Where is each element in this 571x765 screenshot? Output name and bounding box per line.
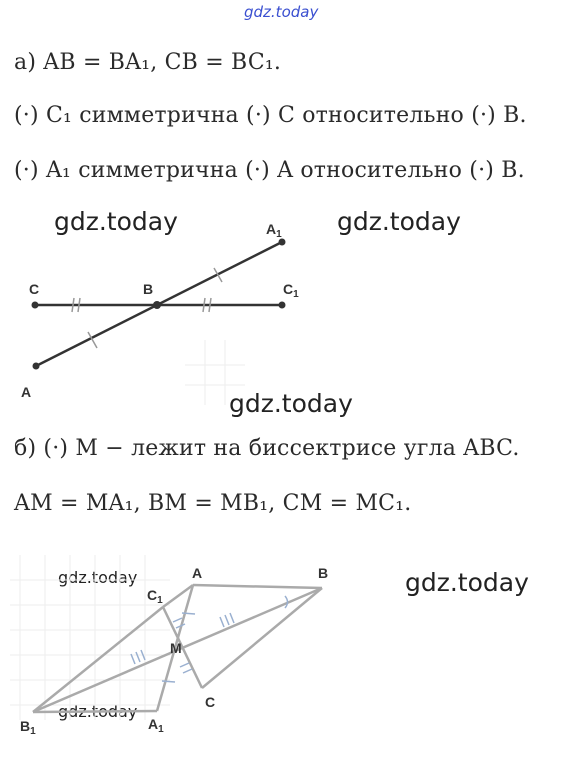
label-b: B — [143, 281, 154, 297]
watermark: gdz.today — [58, 702, 138, 721]
part-b-line1: б) (·) M − лежит на биссектрисе угла ABC. — [14, 436, 520, 461]
label-b1: $B_1$ — [20, 718, 36, 737]
label-c: C — [205, 694, 216, 710]
part-a-line1: а) AB = BA₁, CB = BC₁. — [14, 50, 282, 75]
grid-decoration — [10, 555, 170, 720]
label-c: C — [29, 281, 40, 297]
label-m: M — [170, 640, 182, 656]
watermark: gdz.today — [58, 568, 138, 587]
part-a-line2: (·) C₁ симметрична (·) C относительно (·) B. — [14, 103, 527, 128]
watermark: gdz.today — [405, 568, 529, 597]
watermark: gdz.today — [54, 207, 178, 236]
label-c1: $C_1$ — [147, 587, 163, 606]
label-b: B — [318, 565, 329, 581]
part-a-line3: (·) A₁ симметрична (·) A относительно (·) B. — [14, 158, 525, 183]
part-b-line2: AM = MA₁, BM = MB₁, CM = MC₁. — [14, 491, 412, 516]
label-c1: $C_1$ — [283, 281, 299, 300]
watermark: gdz.today — [337, 207, 461, 236]
label-a1: $A_1$ — [266, 221, 282, 240]
tick-marks — [131, 596, 288, 682]
label-a1: $A_1$ — [148, 716, 164, 735]
label-a: A — [21, 384, 32, 400]
watermark: gdz.today — [229, 389, 353, 418]
label-a: A — [192, 565, 203, 581]
watermark-top: gdz.today — [244, 3, 319, 21]
